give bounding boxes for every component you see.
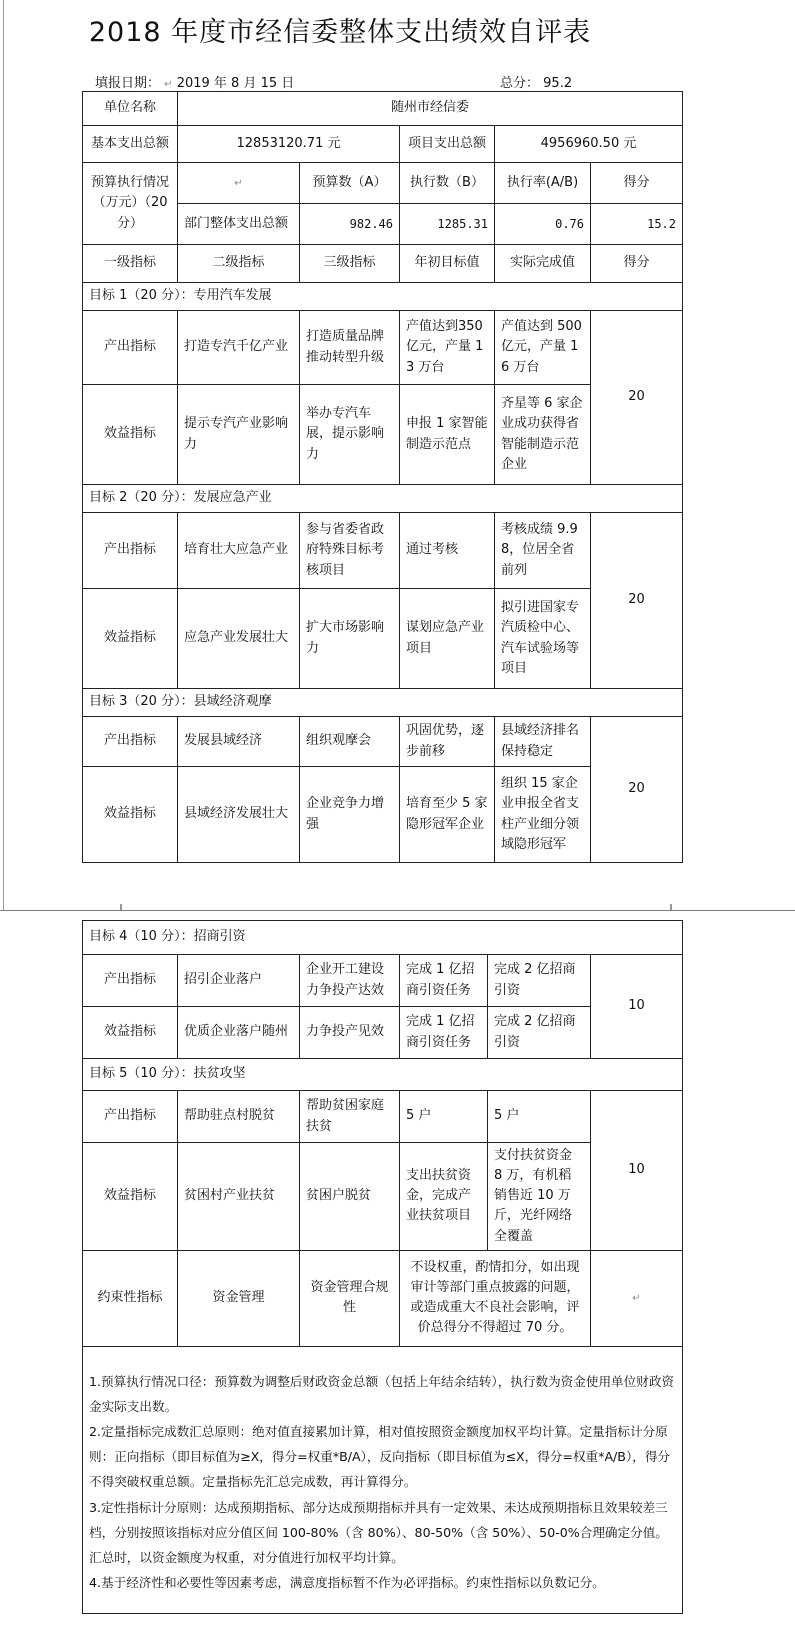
table-row [83, 717, 683, 767]
header-level3: 三级指标 [300, 245, 400, 283]
goal-3-row-2-l1: 效益指标 [83, 767, 178, 863]
goal-4-row-2-l3: 力争投产见效 [300, 1007, 400, 1059]
goal-1-row-2-l3: 举办专汽车展，提示影响力 [300, 385, 400, 485]
fill-date: 填报日期： ↵ 2019 年 8 月 15 日 [95, 76, 295, 91]
budget-score-value: 15.2 [591, 204, 683, 245]
notes-row [83, 1346, 683, 1614]
goal-4-row-2-actual: 完成 2 亿招商引资 [488, 1007, 591, 1059]
unit-name-value: 随州市经信委 [178, 92, 683, 126]
constraint-l2: 资金管理 [178, 1250, 300, 1346]
fill-date-label: 填报日期： [95, 76, 161, 91]
project-spending-value: 4956960.50 元 [495, 126, 683, 163]
note-item: 1.预算执行情况口径：预算数为调整后财政资金总额（包括上年结余结转），执行数为资金使用单位财政资金实际支出数。 [89, 1373, 675, 1414]
header-level1: 一级指标 [83, 245, 178, 283]
table-row [83, 513, 683, 589]
goal-5-row-2-actual: 支付扶贫资金 8 万，有机稻销售近 10 万斤，光纤网络全覆盖 [488, 1143, 591, 1251]
total-score [500, 72, 572, 91]
budget-execution-label: 预算执行情况（万元）（20 分） [83, 163, 178, 245]
goal-4-row-2-l2: 优质企业落户随州 [178, 1007, 300, 1059]
goal-4-row-2-l1: 效益指标 [83, 1007, 178, 1059]
evaluation-table-page2 [82, 920, 683, 1614]
table-continuation-mark [670, 904, 672, 910]
goal-3-row-1-actual: 县域经济排名保持稳定 [495, 717, 591, 767]
constraint-l3: 资金管理合规性 [300, 1250, 400, 1346]
unit-row [83, 92, 683, 126]
goal-5-row-1-l3: 帮助贫困家庭扶贫 [300, 1091, 400, 1143]
note-item: 2.定量指标完成数汇总原则：绝对值直接累加计算，相对值按照资金额度加权平均计算。定量指标计分原则：正向指标（即目标值为≥X，得分=权重*B/A），反向指标（即目标值为≤X，得分=权重*A/B），得分不得突破权重总额。定量指标先汇总完成数，再计算得分。 [89, 1424, 671, 1490]
goal-2-row-1-actual: 考核成绩 9.98，位居全省前列 [495, 513, 591, 589]
score-col-header: 得分 [591, 163, 683, 204]
page-title: 2018 年度市经信委整体支出绩效自评表 [88, 17, 592, 48]
goal-1-row-1-actual: 产值达到 500 亿元，产量 16 万台 [495, 311, 591, 385]
constraint-text: 不设权重，酌情扣分，如出现审计等部门重点披露的问题，或造成重大不良社会影响，评价总得分不得超过 70 分。 [400, 1250, 591, 1346]
spending-row [83, 126, 683, 163]
goal-3-row-2-l2: 县域经济发展壮大 [178, 767, 300, 863]
total-score-value: 95.2 [543, 76, 573, 91]
goal-title-row [83, 921, 683, 955]
header-actual: 实际完成值 [495, 245, 591, 283]
page-margin-line [3, 0, 4, 910]
goal-5-row-2-target: 支出扶贫资金，完成产业扶贫项目 [400, 1143, 488, 1251]
goal-3-title: 目标 3（20 分）：县域经济观摩 [83, 689, 683, 717]
rate-value: 0.76 [495, 204, 591, 245]
goal-2-title: 目标 2（20 分）：发展应急产业 [83, 485, 683, 513]
note-item: 4.基于经济性和必要性等因素考虑，满意度指标暂不作为必评指标。约束性指标以负数记分。 [89, 1575, 605, 1591]
goal-4-row-2-target: 完成 1 亿招商引资任务 [400, 1007, 488, 1059]
goal-3-row-2-target: 培育至少 5 家隐形冠军企业 [400, 767, 495, 863]
goal-3-row-1-target: 巩固优势，逐步前移 [400, 717, 495, 767]
goal-4-title: 目标 4（10 分）：招商引资 [83, 921, 683, 955]
goal-4-row-1-actual: 完成 2 亿招商引资 [488, 955, 591, 1007]
goal-1-row-2-l1: 效益指标 [83, 385, 178, 485]
goal-5-row-1-actual: 5 户 [488, 1091, 591, 1143]
dept-total-label: 部门整体支出总额 [178, 204, 300, 245]
goal-2-score: 20 [591, 513, 683, 689]
goal-1-row-2-l2: 提示专汽产业影响力 [178, 385, 300, 485]
goal-4-score: 10 [591, 955, 683, 1059]
table-continuation-mark [120, 904, 122, 910]
goal-2-row-2-l3: 扩大市场影响力 [300, 589, 400, 689]
indicator-header-row [83, 245, 683, 283]
goal-4-row-1-l3: 企业开工建设力争投产达效 [300, 955, 400, 1007]
goal-1-row-1-target: 产值达到350 亿元，产量 13 万台 [400, 311, 495, 385]
basic-spending-label: 基本支出总额 [83, 126, 178, 163]
goal-1-row-2-target: 申报 1 家智能制造示范点 [400, 385, 495, 485]
goal-title-row [83, 1059, 683, 1091]
goal-1-row-1-l3: 打造质量品牌推动转型升级 [300, 311, 400, 385]
header-target: 年初目标值 [400, 245, 495, 283]
constraint-row [83, 1250, 683, 1346]
table-row [83, 311, 683, 385]
budget-empty-cell: ↵ [178, 163, 300, 204]
goal-5-row-2-l2: 贫困村产业扶贫 [178, 1143, 300, 1251]
total-score-label: 总分： [500, 76, 540, 91]
fill-date-value: 2019 年 8 月 15 日 [176, 76, 295, 91]
budget-header-row [83, 163, 683, 204]
goal-2-row-1-l1: 产出指标 [83, 513, 178, 589]
goal-5-score: 10 [591, 1091, 683, 1251]
note-item: 3.定性指标计分原则：达成预期指标、部分达成预期指标并具有一定效果、未达成预期指标且效果较差三档，分别按照该指标对应分值区间 100-80%（含 80%）、80-50%（含 50%）、50-0%合理确定分值。汇总时，以资金额度为权重，对分值进行加权平均计算。 [89, 1499, 668, 1566]
goal-2-row-2-target: 谋划应急产业项目 [400, 589, 495, 689]
goal-2-row-1-target: 通过考核 [400, 513, 495, 589]
budget-col-header: 预算数（A） [300, 163, 400, 204]
goal-2-row-2-actual: 拟引进国家专汽质检中心、汽车试验场等项目 [495, 589, 591, 689]
goal-1-row-1-l1: 产出指标 [83, 311, 178, 385]
exec-value: 1285.31 [400, 204, 495, 245]
unit-name-label: 单位名称 [83, 92, 178, 126]
goal-4-row-1-l2: 招引企业落户 [178, 955, 300, 1007]
exec-col-header: 执行数（B） [400, 163, 495, 204]
goal-5-row-1-target: 5 户 [400, 1091, 488, 1143]
goal-3-score: 20 [591, 717, 683, 863]
table-row [83, 1091, 683, 1143]
goal-2-row-1-l3: 参与省委省政府特殊目标考核项目 [300, 513, 400, 589]
constraint-l1: 约束性指标 [83, 1250, 178, 1346]
goal-title-row [83, 485, 683, 513]
evaluation-table-page1 [82, 91, 683, 863]
goal-3-row-2-actual: 组织 15 家企业申报全省支柱产业细分领域隐形冠军 [495, 767, 591, 863]
goal-4-row-1-l1: 产出指标 [83, 955, 178, 1007]
goal-1-row-1-l2: 打造专汽千亿产业 [178, 311, 300, 385]
goal-1-row-2-actual: 齐星等 6 家企业成功获得省智能制造示范企业 [495, 385, 591, 485]
goal-2-row-1-l2: 培育壮大应急产业 [178, 513, 300, 589]
goal-2-row-2-l1: 效益指标 [83, 589, 178, 689]
goal-2-row-2-l2: 应急产业发展壮大 [178, 589, 300, 689]
basic-spending-value: 12853120.71 元 [178, 126, 400, 163]
project-spending-label: 项目支出总额 [400, 126, 495, 163]
goal-5-row-1-l1: 产出指标 [83, 1091, 178, 1143]
goal-3-row-1-l3: 组织观摩会 [300, 717, 400, 767]
goal-3-row-1-l1: 产出指标 [83, 717, 178, 767]
goal-5-row-2-l1: 效益指标 [83, 1143, 178, 1251]
goal-1-title: 目标 1（20 分）：专用汽车发展 [83, 283, 683, 311]
goal-title-row [83, 689, 683, 717]
header-level2: 二级指标 [178, 245, 300, 283]
goal-5-row-2-l3: 贫困户脱贫 [300, 1143, 400, 1251]
goal-1-score: 20 [591, 311, 683, 485]
notes-cell [83, 1346, 683, 1614]
goal-5-row-1-l2: 帮助驻点村脱贫 [178, 1091, 300, 1143]
goal-4-row-1-target: 完成 1 亿招商引资任务 [400, 955, 488, 1007]
goal-title-row [83, 283, 683, 311]
goal-5-title: 目标 5（10 分）：扶贫攻坚 [83, 1059, 683, 1091]
goal-3-row-1-l2: 发展县域经济 [178, 717, 300, 767]
budget-value: 982.46 [300, 204, 400, 245]
goal-3-row-2-l3: 企业竞争力增强 [300, 767, 400, 863]
header-score: 得分 [591, 245, 683, 283]
page-break-line [0, 910, 795, 911]
constraint-score-empty: ↵ [591, 1250, 683, 1346]
table-row [83, 955, 683, 1007]
rate-col-header: 执行率(A/B) [495, 163, 591, 204]
